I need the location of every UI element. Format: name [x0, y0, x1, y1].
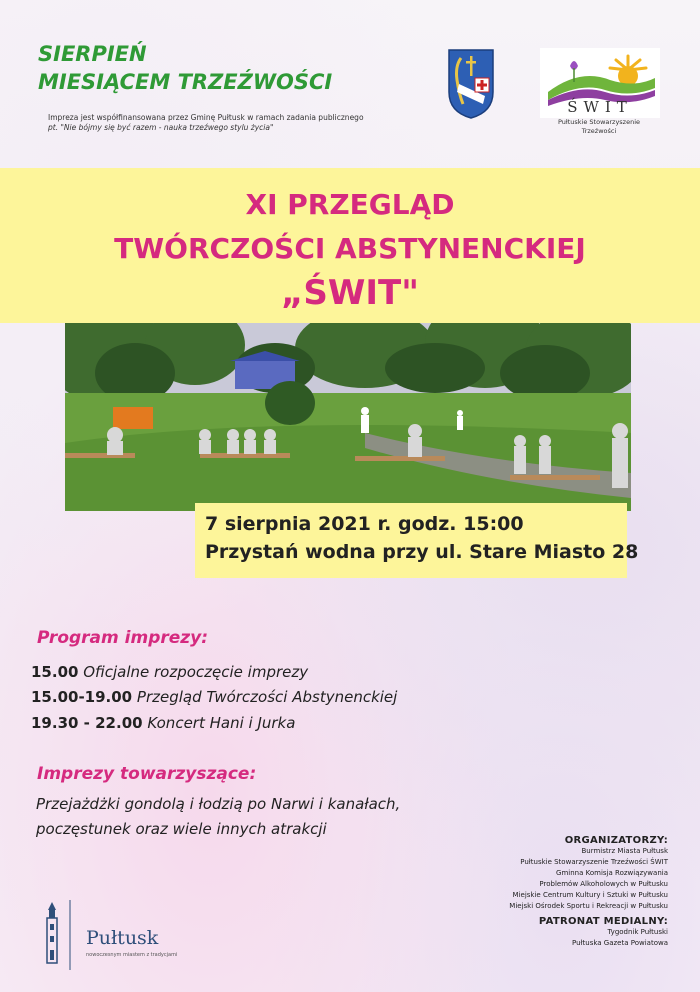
program-item-text: Koncert Hani i Jurka: [142, 714, 296, 732]
organizer-item: Burmistrz Miasta Pułtusk: [581, 847, 668, 855]
event-title-line3: „ŚWIT": [281, 273, 419, 313]
header-title-line1: SIERPIEŃ: [38, 42, 147, 66]
program-item-text: Przegląd Twórczości Abstynenckiej: [132, 688, 398, 706]
event-title-line2: TWÓRCZOŚCI ABSTYNENCKIEJ: [114, 232, 586, 265]
swit-caption-line1: Pułtuskie Stowarzyszenie: [557, 118, 641, 126]
program-item: [31, 714, 295, 732]
program-item: [31, 688, 397, 706]
pultusk-logo-tagline: nowoczesnym miastem z tradycjami: [86, 952, 178, 958]
media-patron-item: Pułtuska Gazeta Powiatowa: [571, 939, 668, 947]
event-title-band: [0, 168, 700, 323]
swit-caption: [543, 118, 655, 136]
header-title-line2: MIESIĄCEM TRZEŹWOŚCI: [38, 70, 333, 94]
program-item-time: 19.30 - 22.00: [31, 714, 143, 732]
program-item: [31, 663, 308, 681]
swit-logo-word: ŚWIT: [567, 98, 633, 116]
header-note: [48, 113, 428, 133]
program-item-time: 15.00-19.00: [31, 688, 133, 706]
organizer-item: Gminna Komisja Rozwiązywania: [556, 869, 668, 877]
organizer-item: Problemów Alkoholowych w Pułtusku: [539, 880, 668, 888]
event-photo: [65, 323, 631, 511]
header-note-line1: Impreza jest współfinansowana przez Gminę Pułtusk w ramach zadania publicznego: [48, 113, 364, 122]
event-title-line1: XI PRZEGLĄD: [245, 188, 455, 221]
event-details-band: [195, 503, 639, 578]
organizer-item: Miejskie Centrum Kultury i Sztuki w Pułtusku: [512, 891, 668, 899]
media-patron-item: Tygodnik Pułtuski: [607, 928, 668, 936]
organizers-heading: ORGANIZATORZY:: [564, 835, 668, 846]
organizer-item: Miejski Ośrodek Sportu i Rekreacji w Pułtusku: [509, 902, 668, 910]
pultusk-logo-name: Pułtusk: [86, 927, 159, 949]
side-events-line1: Przejażdżki gondolą i łodzią po Narwi i kanałach,: [36, 795, 401, 813]
side-events-line2: poczęstunek oraz wiele innych atrakcji: [36, 820, 327, 838]
organizers-block: [509, 835, 668, 949]
event-date-time: 7 sierpnia 2021 r. godz. 15:00: [205, 513, 524, 535]
program-item-time: 15.00: [31, 663, 79, 681]
pultusk-crest-icon: [447, 48, 495, 120]
media-patrons-heading: PATRONAT MEDIALNY:: [538, 916, 668, 927]
program-item-text: Oficjalne rozpoczęcie imprezy: [78, 663, 309, 681]
program-heading: Program imprezy:: [37, 628, 209, 648]
organizer-item: Pułtuskie Stowarzyszenie Trzeźwości ŚWIT: [520, 858, 668, 866]
swit-caption-line2: Trzeźwości: [581, 127, 617, 135]
header-note-line2: pt. "Nie bójmy się być razem - nauka trzeźwego stylu życia": [48, 123, 274, 132]
side-events-heading: Imprezy towarzyszące:: [37, 764, 257, 784]
header-title: [38, 40, 332, 96]
event-location: Przystań wodna przy ul. Stare Miasto 28: [205, 541, 639, 563]
